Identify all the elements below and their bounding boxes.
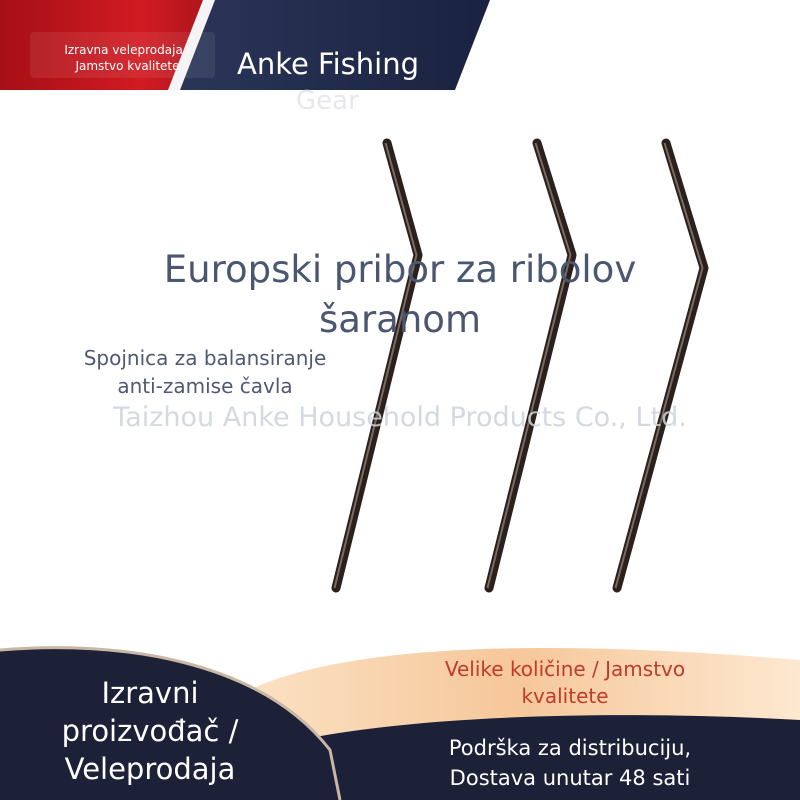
- company-watermark: Taizhou Anke Household Products Co., Ltd.: [113, 402, 687, 433]
- product-headline: [100, 245, 700, 345]
- manufacturer-line-3: Veleprodaja: [64, 752, 236, 786]
- quality-line-2: kvalitete: [521, 684, 609, 708]
- quality-line-1: Velike količine / Jamstvo: [444, 657, 686, 681]
- subtitle-line-2: anti-zamise čavla: [117, 374, 293, 398]
- subtitle-line-1: Spojnica za balansiranje: [83, 346, 327, 370]
- rod-2: [488, 143, 573, 588]
- delivery-line-1: Podrška za distribuciju,: [448, 736, 692, 760]
- manufacturer-line-1: Izravni: [101, 676, 199, 710]
- top-banner: [0, 0, 800, 90]
- quality-text: [420, 656, 710, 710]
- rod-3: [616, 143, 705, 588]
- brand-name-line-2: Gear: [296, 86, 359, 116]
- headline-line-1: Europski pribor za ribolov: [163, 248, 637, 291]
- manufacturer-text: [30, 674, 270, 788]
- delivery-line-2: Dostava unutar 48 sati: [449, 766, 691, 790]
- badge-line-2: Jamstvo kvalitete: [75, 59, 180, 73]
- headline-line-2: šaranom: [319, 298, 481, 341]
- delivery-text: [400, 733, 740, 793]
- brand-name: Anke Fishing: [237, 47, 420, 81]
- badge-text: [40, 42, 215, 74]
- badge-line-1: Izravna veleprodaja /: [64, 43, 191, 57]
- manufacturer-line-2: proizvođač /: [61, 714, 239, 748]
- product-subtitle: [60, 344, 350, 400]
